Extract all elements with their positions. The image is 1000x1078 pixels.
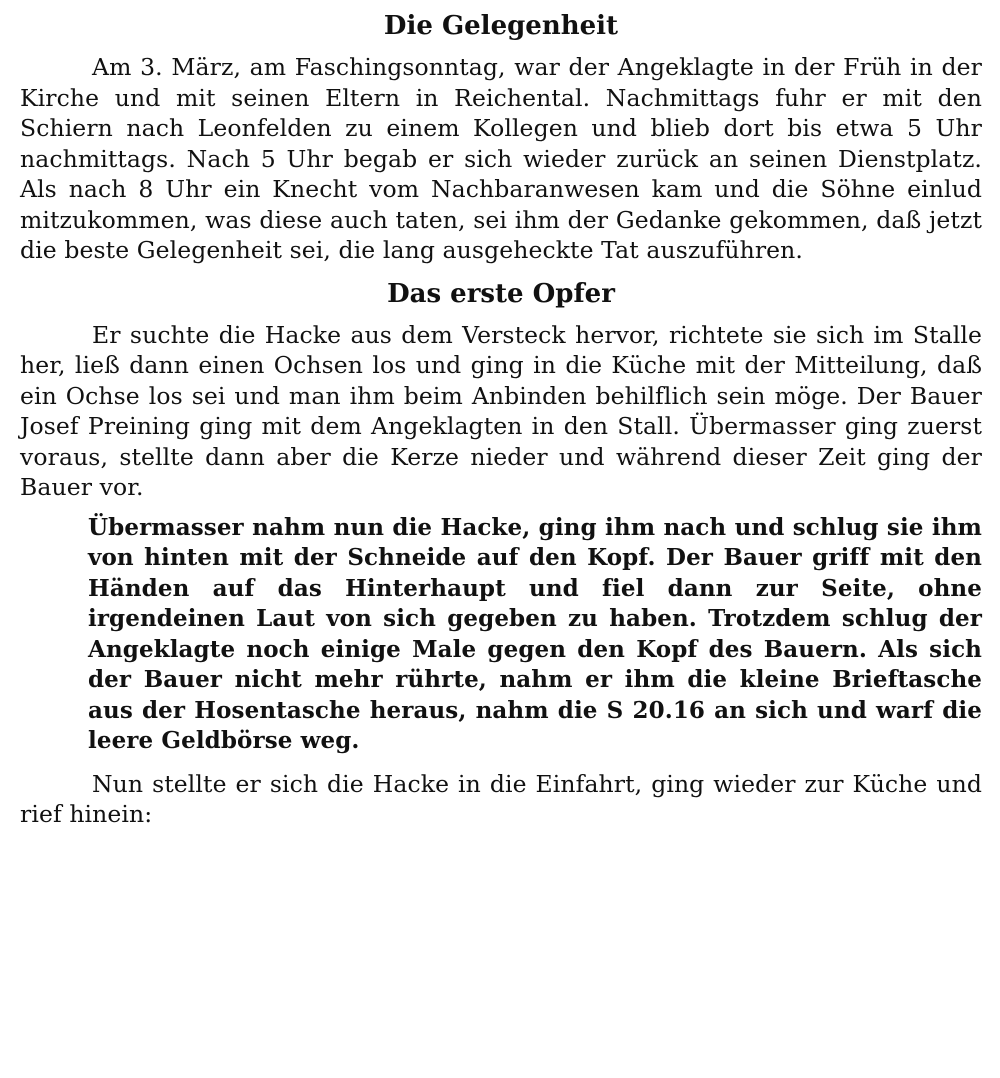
section-heading-erstes-opfer: Das erste Opfer bbox=[387, 278, 615, 309]
paragraph-erstes-opfer: Er suchte die Hacke aus dem Versteck hervor, richtete sie sich im Stalle her, ließ dann einen Ochsen los und ging in die Küche mit der Mitteilung, daß ein Ochse los sei und man ihm beim Anbinden behilflich sein möge. Der Bauer Josef Preining ging mit dem Angeklagten in den Stall. Übermasser ging zuerst voraus, stellte dann aber die Kerze nieder und während dieser Zeit ging der Bauer vor. bbox=[20, 320, 982, 501]
paragraph-final: Nun stellte er sich die Hacke in die Einfahrt, ging wieder zur Küche und rief hinein: bbox=[20, 769, 982, 828]
paragraph-bold-indented: Übermasser nahm nun die Hacke, ging ihm nach und schlug sie ihm von hinten mit der Schneide auf den Kopf. Der Bauer griff mit den Händen auf das Hinterhaupt und fiel dann zur Seite, ohne irgendeinen Laut von sich gegeben zu haben. Trotzdem schlug der Angeklagte noch einige Male gegen den Kopf des Bauern. Als sich der Bauer nicht mehr rührte, nahm er ihm die kleine Brieftasche aus der Hosentasche heraus, nahm die S 20.16 an sich und warf die leere Geldbörse weg. bbox=[88, 513, 982, 754]
paragraph-gelegenheit: Am 3. März, am Faschingsonntag, war der Angeklagte in der Früh in der Kirche und mit seinen Eltern in Reichental. Nachmittags fuhr er mit den Schiern nach Leonfelden zu einem Kollegen und blieb dort bis etwa 5 Uhr nachmittags. Nach 5 Uhr begab er sich wieder zurück an seinen Dienstplatz. Als nach 8 Uhr ein Knecht vom Nachbaranwesen kam und die Söhne einlud mitzukommen, was diese auch taten, sei ihm der Gedanke gekommen, daß jetzt die beste Gelegenheit sei, die lang ausgeheckte Tat auszuführen. bbox=[20, 53, 982, 264]
section-heading-gelegenheit: Die Gelegenheit bbox=[383, 11, 619, 41]
